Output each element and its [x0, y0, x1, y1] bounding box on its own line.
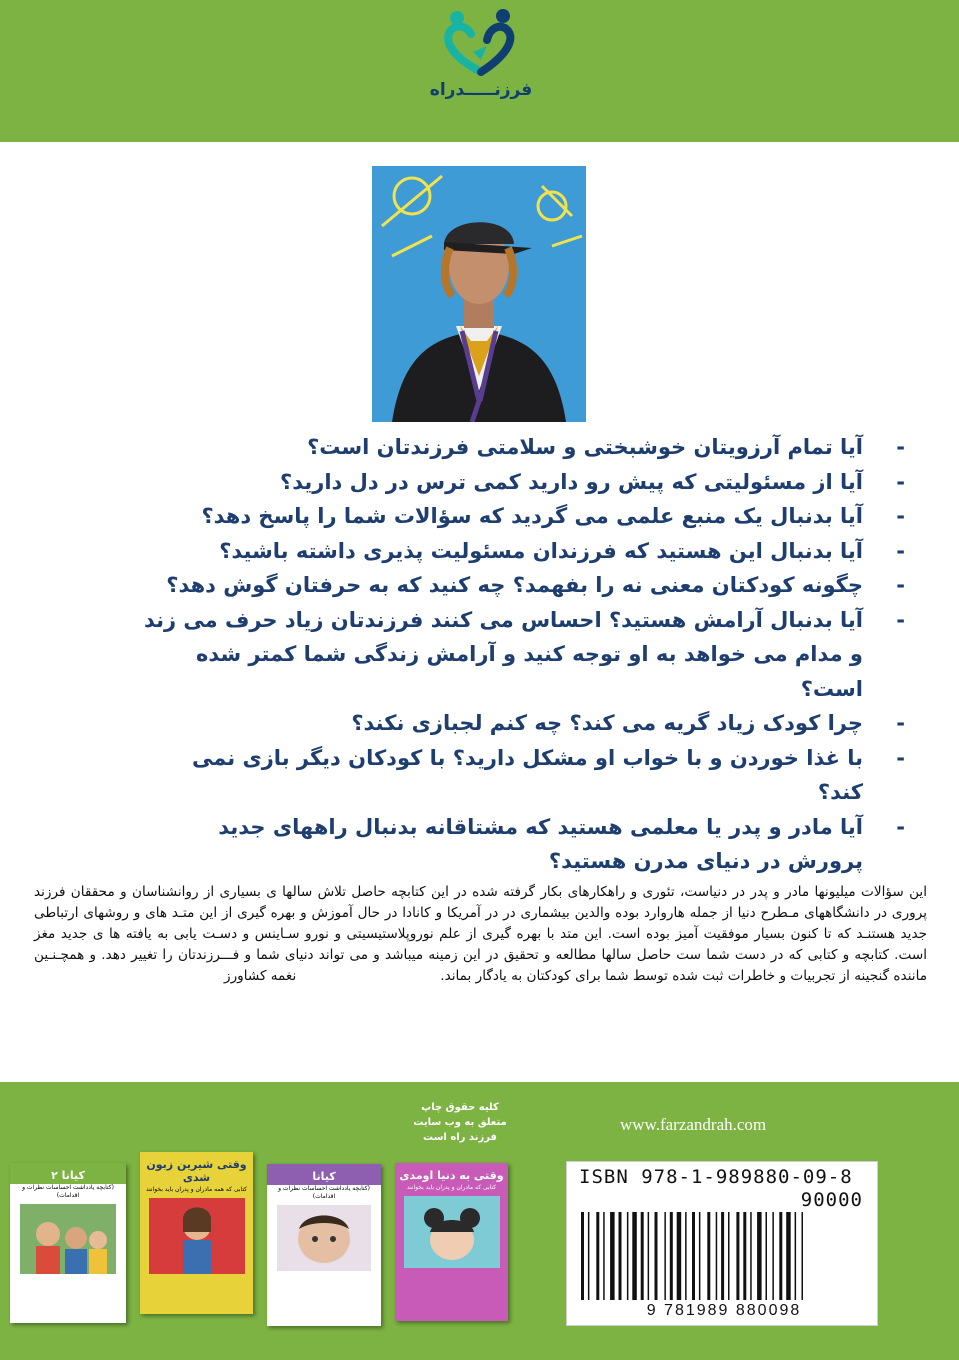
book-subtitle: (کتابچه یادداشت احساسات نظرات و اقدامات) [22, 1184, 114, 1199]
barcode-digits: 9 781989 880098 [646, 1302, 802, 1319]
book-thumbnail[interactable] [395, 1163, 508, 1321]
question-item: - آیا تمام آرزویتان خوشبختی و سلامتی فرزندتان است؟ [307, 435, 905, 459]
question-text: با غذا خوردن و با خواب او مشکل دارید؟ با کودکان دیگر بازی نمی کند؟ [191, 745, 863, 804]
question-list [140, 430, 905, 879]
book-title: وقتی شیرین زبون شدی [146, 1158, 247, 1184]
logo [421, 6, 541, 110]
description-paragraph [34, 882, 927, 987]
question-item: - آیا بدنبال یک منبع علمی می گردید که سؤالات شما را پاسخ دهد؟ [201, 504, 905, 528]
website-link[interactable]: www.farzandrah.com [620, 1115, 767, 1134]
book-thumbnail[interactable] [140, 1152, 253, 1314]
question-text: آیا بدنبال یک منبع علمی می گردید که سؤالات شما را پاسخ دهد؟ [201, 504, 863, 528]
question-text: چرا کودک زیاد گریه می کند؟ چه کنم لجبازی نکند؟ [351, 711, 863, 735]
book-subtitle: کتابی که همه مادران و پدران باید بخوانند [145, 1186, 248, 1193]
question-item: - آیا بدنبال این هستید که فرزندان مسئولیت پذیری داشته باشید؟ [219, 538, 905, 563]
question-text: چگونه کودکتان معنی نه را بفهمد؟ چه کنید که به حرفتان گوش دهد؟ [166, 573, 863, 597]
question-text: آیا بدنبال این هستید که فرزندان مسئولیت پذیری داشته باشید؟ [219, 538, 863, 563]
book-title: کیانا ۲ [10, 1163, 126, 1184]
author-photo [372, 166, 586, 422]
logo-text: فرزنـــــدراه [429, 80, 533, 100]
copyright-notice: کلیه حقوق چاپ متعلق به وب سایت فرزند راه است [413, 1102, 507, 1143]
girl-photo-icon [149, 1198, 245, 1274]
book-thumbnail[interactable] [267, 1164, 381, 1326]
barcode-icon [581, 1212, 867, 1300]
question-text: آیا از مسئولیتی که پیش رو دارید کمی ترس در دل دارید؟ [280, 469, 863, 494]
description-text: این سؤالات میلیونها مادر و پدر در دنیاست، تئوری و راهکارهای بکار گرفته شده در این کتابچه حاصل تلاش سالها ی بسیاری از روانشناسان و محققان فرزند پروری در دانشگاههای مـطرح دنیا از جمله هاروارد بوده والدین بیشماری در در آمریکا و کانادا در حال آموزش و بهره گیری از این متـد های و روشهای ارتباطی جدید هستنـد که تا کنون بسیار موفقیت آمیز بوده است. این متد با بهره گیری از علم نوروپلاستیسیتی و نورو سـاینس و دسـت یابی به یافته ها ی جدید مغز است. کتابچه و کتابی که در دست شما ست حاصل سالها مطالعه و تحقیق در این زمینه میباشد و می تواند دنیای شما و فـــرزندتان را تغییر دهد. و همچـنـین ماننده گنجینه از تجربیات و خاطرات ثبت شده توسط شما برای کودکتان به یادگار بماند. [34, 884, 927, 984]
question-text: آیا مادر و پدر یا معلمی هستید که مشتاقانه بدنبال راههای جدید پرورش در دنیای مدرن هستید؟ [218, 814, 863, 873]
author-portrait-icon [372, 166, 586, 422]
book-title: کیانا [267, 1164, 381, 1185]
question-item: - چگونه کودکتان معنی نه را بفهمد؟ چه کنید که به حرفتان گوش دهد؟ [166, 573, 905, 597]
book-title: وقتی به دنیا اومدی [399, 1169, 504, 1182]
book-subtitle: کتابی که مادران و پدران باید بخوانند [406, 1184, 497, 1191]
children-photo-icon [20, 1204, 116, 1274]
question-item: - آیا از مسئولیتی که پیش رو دارید کمی ترس در دل دارید؟ [280, 469, 905, 494]
question-text: آیا بدنبال آرامش هستید؟ احساس می کنند فرزندتان زیاد حرف می زند و مدام می خواهد به او توجه کنید و آرامش زندگی شما کمتر شده است؟ [143, 607, 863, 701]
question-item: - با غذا خوردن و با خواب او مشکل دارید؟ با کودکان دیگر بازی نمی کند؟ [191, 745, 905, 804]
author-signature: نغمه کشاورز [224, 968, 297, 984]
book-thumbnail[interactable] [10, 1163, 126, 1323]
isbn-barcode [566, 1161, 878, 1326]
question-item: - چرا کودک زیاد گریه می کند؟ چه کنم لجبازی نکند؟ [351, 711, 905, 735]
newborn-photo-icon [404, 1196, 500, 1268]
question-item: - آیا بدنبال آرامش هستید؟ احساس می کنند فرزندتان زیاد حرف می زند و مدام می خواهد به او توجه کنید و آرامش زندگی شما کمتر شده است؟ [143, 607, 905, 701]
baby-photo-icon [277, 1205, 371, 1271]
family-heart-icon [421, 6, 541, 80]
price-code: 90000 [800, 1189, 863, 1211]
question-text: آیا تمام آرزویتان خوشبختی و سلامتی فرزندتان است؟ [307, 435, 863, 459]
book-subtitle: (کتابچه یادداشت احساسات نظرات و اقدامات) [278, 1185, 370, 1200]
question-item: - آیا مادر و پدر یا معلمی هستید که مشتاقانه بدنبال راههای جدید پرورش در دنیای مدرن هستید؟ [218, 814, 905, 873]
isbn-number: ISBN 978-1-989880-09-8 [579, 1166, 853, 1188]
